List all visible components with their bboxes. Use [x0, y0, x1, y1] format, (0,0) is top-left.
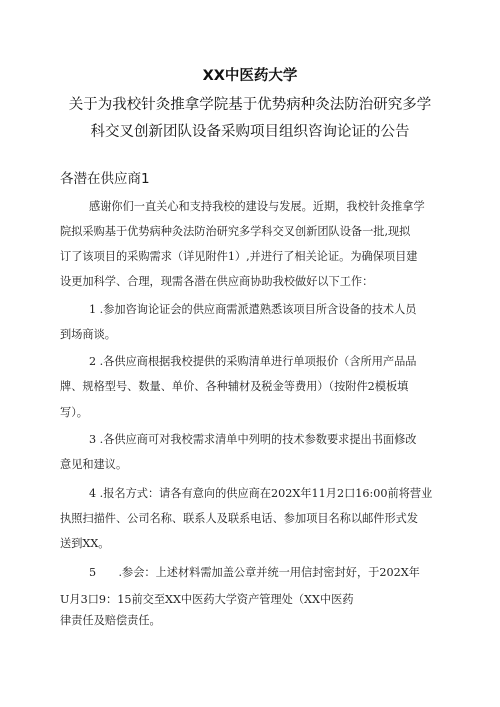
item-5-line-1: 5 .参会：上述材料需加盖公章并统一用信封密封好，于202X年	[89, 566, 420, 579]
item-2-line-3: 写）。	[60, 406, 88, 419]
item-1-line-2: 到场商谈。	[60, 328, 116, 341]
announcement-title-line-2: 科交叉创新团队设备采购项目组织咨询论证的公告	[90, 124, 410, 140]
item-5-line-2: U月3口9：15前交至XX中医药大学资产管理处（XX中医药	[60, 593, 354, 606]
paragraph-1-line-2: 院拟采购基于优势病种灸法防治研究多学科交叉创新团队设备一批,现拟	[60, 225, 411, 238]
item-4-line-2: 执照扫描件、公司名称、联系人及联系电话、参加项目名称以邮件形式发	[60, 512, 419, 525]
item-2-line-2: 牌、规格型号、数量、单价、各种辅材及税金等费用）（按附件2模板填	[60, 380, 409, 393]
paragraph-1-line-3: 订了该项目的采购需求（详见附件1）,并进行了相关论证。为确保项目建	[60, 250, 418, 263]
university-name: XX中医药大学	[202, 68, 298, 84]
item-4-line-3: 送到XX。	[60, 537, 110, 550]
paragraph-1-line-1: 感谢你们一直关心和支持我校的建设与发展。近期，我校针灸推拿学	[89, 200, 425, 213]
item-2-line-1: 2 .各供应商根据我校提供的采购清单进行单项报价（含所用产品品	[89, 355, 417, 368]
item-5-line-3: 律责任及赔偿责任。	[60, 614, 161, 627]
paragraph-1-line-4: 设更加科学、合理，现需各潜在供应商协助我校做好以下工作：	[60, 275, 374, 288]
item-4-line-1: 4 .报名方式：请各有意向的供应商在202X年11月2口16:00前将营业	[89, 487, 433, 500]
item-1-line-1: 1 .参加咨询论证会的供应商需派遣熟悉该项目所含设备的技术人员	[89, 303, 417, 316]
item-3-line-2: 意见和建议。	[60, 458, 128, 471]
item-3-line-1: 3 .各供应商可对我校需求清单中列明的技术参数要求提出书面修改	[89, 433, 417, 446]
announcement-title-line-1: 关于为我校针灸推拿学院基于优势病种灸法防治研究多学	[68, 97, 432, 113]
salutation: 各潜在供应商1	[60, 171, 150, 187]
